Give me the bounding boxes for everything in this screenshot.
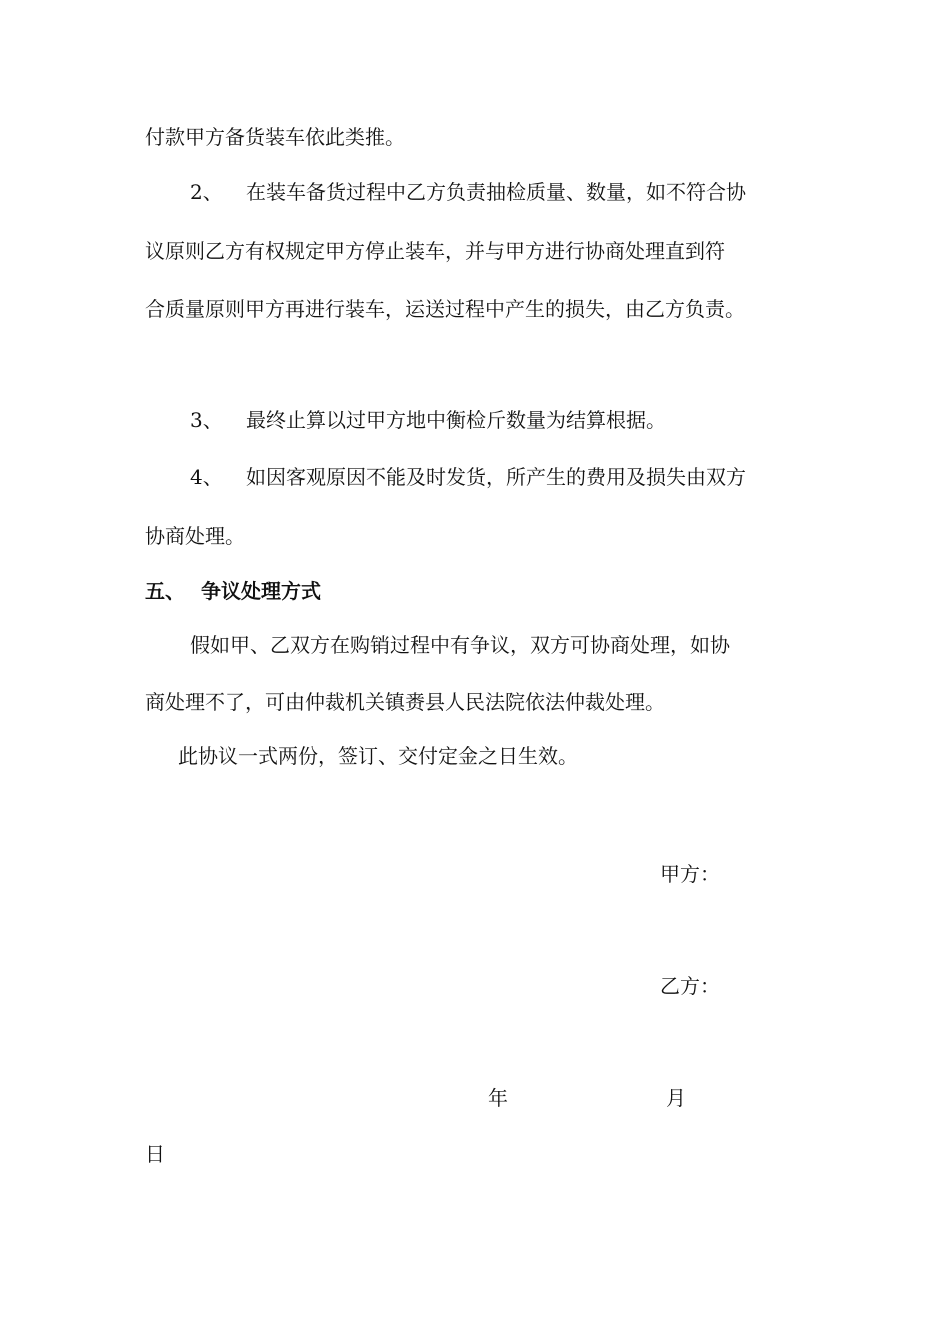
clause-2-line-1 [190,178,746,206]
section-5-number: 五、 [145,579,185,603]
clause-3-number: 3、 [190,408,223,432]
clause-3-text: 最终止算以过甲方地中衡检斤数量为结算根据。 [246,408,666,432]
clause-2-line-3: 合质量原则甲方再进行装车，运送过程中产生的损失，由乙方负责。 [145,297,745,321]
party-a-signature-label: 甲方： [660,862,720,886]
dispute-paragraph-line-1: 假如甲、乙双方在购销过程中有争议，双方可协商处理，如协 [190,633,730,657]
date-day-label: 日 [145,1142,165,1166]
clause-4-line-1 [190,463,746,491]
clause-4-line-2: 协商处理。 [145,524,245,548]
clause-2-number: 2、 [190,180,223,204]
section-5-title: 争议处理方式 [201,579,321,603]
clause-2-line-2: 议原则乙方有权规定甲方停止装车，并与甲方进行协商处理直到符 [145,239,725,263]
date-month-label: 月 [666,1086,686,1110]
clause-4-text-1: 如因客观原因不能及时发货，所产生的费用及损失由双方 [246,465,746,489]
clause-3-line-1 [190,406,666,434]
party-b-signature-label: 乙方： [660,974,720,998]
dispute-paragraph-line-2: 商处理不了，可由仲裁机关镇赉县人民法院依法仲裁处理。 [145,690,665,714]
date-year-label: 年 [488,1086,508,1110]
clause-4-number: 4、 [190,465,223,489]
clause-2-text-1: 在装车备货过程中乙方负责抽检质量、数量，如不符合协 [246,180,746,204]
section-5-heading [145,577,321,605]
paragraph-1-line-1: 付款甲方备货装车依此类推。 [145,125,405,149]
effective-clause: 此协议一式两份，签订、交付定金之日生效。 [178,744,578,768]
